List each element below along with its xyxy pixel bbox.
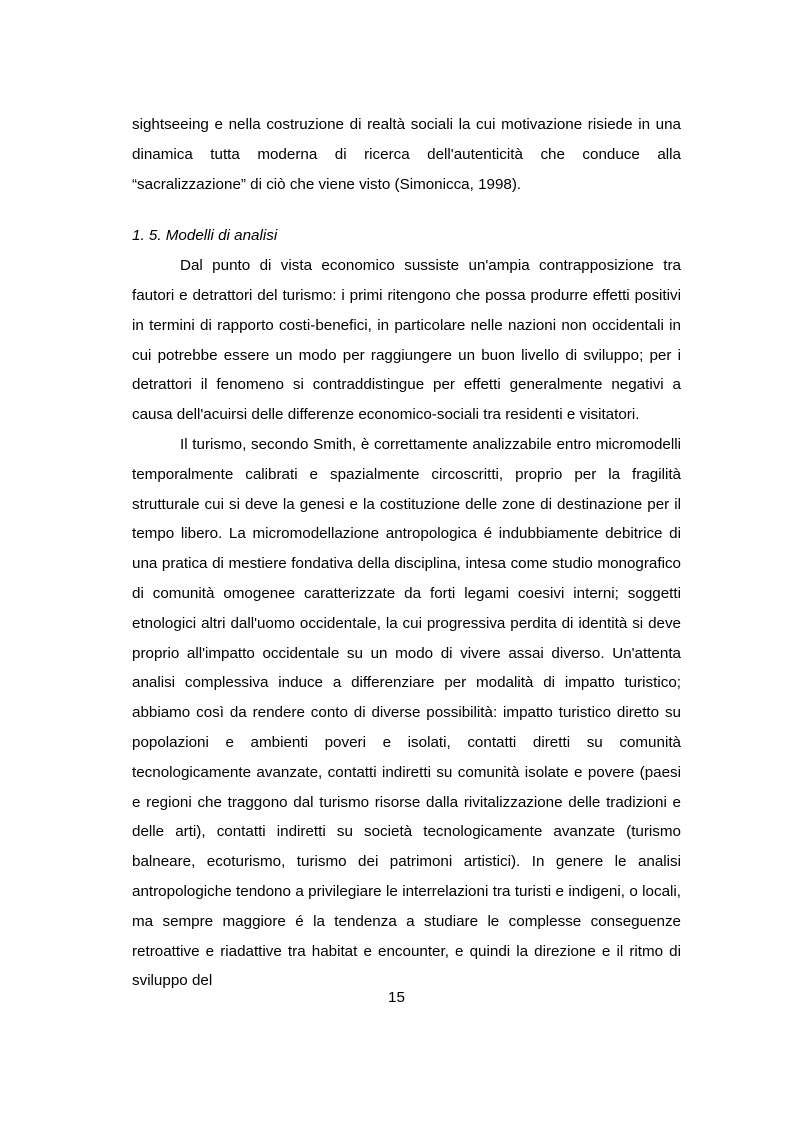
paragraph-spacer (132, 199, 681, 221)
page-number: 15 (388, 989, 405, 1006)
paragraph-smith-micromodels: Il turismo, secondo Smith, è correttamente analizzabile entro micromodelli temporalmente calibrati e spazialmente circoscritti, proprio per la fragilità strutturale cui si deve la genesi e la costituzione delle zone di destinazione per il tempo libero. La micromodellazione antropologica é indubbiamente debitrice di una pratica di mestiere fondativa della disciplina, intesa come studio monografico di comunità omogenee caratterizzate da forti legami coesivi interni; soggetti etnologici altri dall'uomo occidentale, la cui progressiva perdita di identità si deve proprio all'impatto occidentale su un modo di vivere assai diverso. Un'attenta analisi complessiva induce a differenziare per modalità di impatto turistico; abbiamo così da rendere conto di diverse possibilità: impatto turistico diretto su popolazioni e ambienti poveri e isolati, contatti diretti su comunità tecnologicamente avanzate, contatti indiretti su comunità isolate e povere (paesi e regioni che traggono dal turismo risorse dalla rivitalizzazione delle tradizioni e delle arti), contatti indiretti su società tecnologicamente avanzate (turismo balneare, ecoturismo, turismo dei patrimoni artistici). In genere le analisi antropologiche tendono a privilegiare le interrelazioni tra turisti e indigeni, o locali, ma sempre maggiore é la tendenza a studiare le complesse conseguenze retroattive e riadattive tra habitat e encounter, e quindi la direzione e il ritmo di sviluppo del (132, 435, 681, 990)
section-heading: 1. 5. Modelli di analisi (132, 227, 278, 245)
paragraph-economic-view: Dal punto di vista economico sussiste un'ampia contrapposizione tra fautori e detrattori del turismo: i primi ritengono che possa produrre effetti positivi in termini di rapporto costi-benefici, in particolare nelle nazioni non occidentali in cui potrebbe essere un modo per raggiungere un buon livello di sviluppo; per i detrattori il fenomeno si contraddistingue per effetti generalmente negativi a causa dell'acuirsi delle differenze economico-sociali tra residenti e visitatori. (132, 257, 681, 424)
body-text (132, 110, 681, 996)
continuation-paragraph: sightseeing e nella costruzione di realtà sociali la cui motivazione risiede in una dinamica tutta moderna di ricerca dell'autenticità che conduce alla “sacralizzazione” di ciò che viene visto (Simonicca, 1998). (132, 116, 681, 193)
